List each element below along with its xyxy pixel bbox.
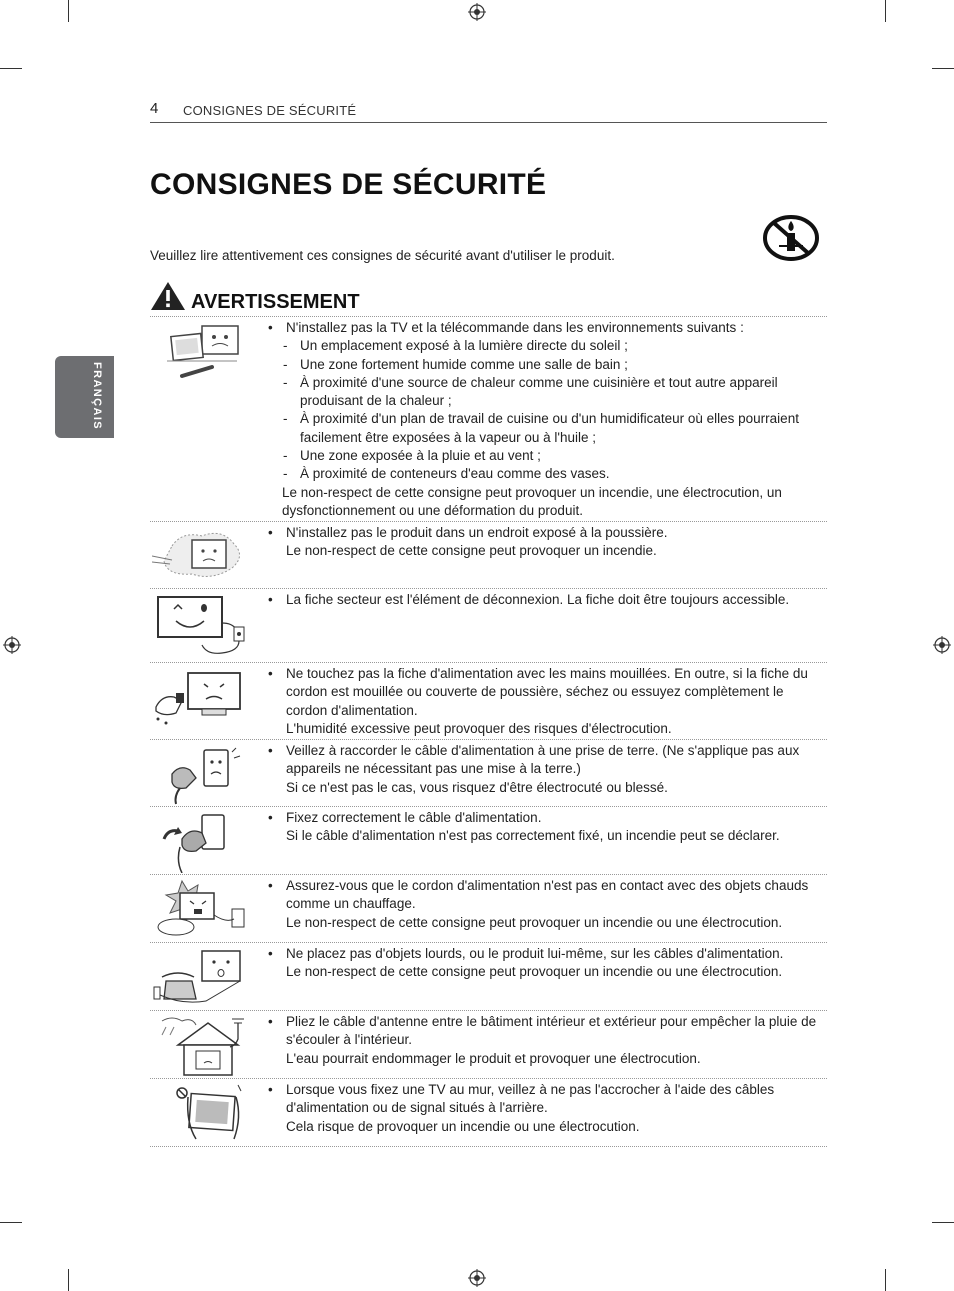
crop-mark [68, 0, 69, 22]
registration-mark-icon [933, 636, 951, 654]
heater-cord-illustration [152, 879, 248, 941]
sub-item: - À proximité d'une source de chaleur comme une cuisinière et tout autre appareil produisant de la chaleur ; [266, 374, 822, 411]
registration-mark-icon [468, 1269, 486, 1287]
safety-item [150, 589, 827, 663]
bullet-text: • Assurez-vous que le cordon d'alimentation n'est pas en contact avec des objets chauds comme un chauffage. [266, 877, 822, 914]
language-tab-label: FRANÇAIS [91, 362, 103, 431]
registration-mark-icon [3, 636, 21, 654]
tv-environment-illustration [152, 321, 248, 391]
crop-mark [932, 68, 954, 69]
bullet-text: • Ne touchez pas la fiche d'alimentation avec les mains mouillées. En outre, si la fiche du cordon est mouillée ou couverte de poussière, séchez ou essuyez complètement le cordon d'alimentation. [266, 665, 822, 720]
safety-item [150, 1011, 827, 1079]
item-consequence: Si le câble d'alimentation n'est pas correctement fixé, un incendie peut se déclarer. [286, 828, 780, 844]
safety-item [150, 943, 827, 1011]
registration-mark-icon [468, 3, 486, 21]
crop-mark [885, 0, 886, 22]
intro-text: Veuillez lire attentivement ces consignes de sécurité avant d'utiliser le produit. [150, 248, 615, 263]
crop-mark [0, 68, 22, 69]
bullet-text: • Fixez correctement le câble d'alimentation. [266, 809, 822, 827]
page-number: 4 [150, 100, 159, 117]
bullet-text: • Pliez le câble d'antenne entre le bâtiment intérieur et extérieur pour empêcher la pluie de s'écouler à l'intérieur. [266, 1013, 822, 1050]
item-consequence: L'humidité excessive peut provoquer des risques d'électrocution. [286, 720, 672, 736]
running-title: CONSIGNES DE SÉCURITÉ [183, 103, 357, 118]
safety-list [150, 316, 827, 1147]
crop-mark [0, 1222, 22, 1223]
bullet-text: • N'installez pas le produit dans un endroit exposé à la poussière. [266, 524, 822, 542]
sub-item: - Une zone fortement humide comme une salle de bain ; [266, 356, 822, 374]
crop-mark [885, 1269, 886, 1291]
sub-item: - À proximité de conteneurs d'eau comme des vases. [266, 465, 822, 483]
sub-item: - À proximité d'un plan de travail de cuisine ou d'un humidificateur où elles pourraient facilement être exposées à la vapeur ou à l'huile ; [266, 410, 822, 447]
item-note: Le non-respect de cette consigne peut provoquer un incendie, une électrocution, un dysfonctionnement ou une déformation du produit. [282, 484, 782, 518]
safety-item [150, 522, 827, 589]
wet-hands-illustration [152, 667, 248, 729]
bullet-text: • N'installez pas la TV et la télécommande dans les environnements suivants : [266, 319, 822, 337]
language-tab [55, 356, 114, 438]
crop-mark [68, 1269, 69, 1291]
antenna-cable-illustration [152, 1015, 248, 1077]
item-consequence: Le non-respect de cette consigne peut provoquer un incendie ou une électrocution. [286, 914, 783, 930]
safety-item [150, 807, 827, 875]
bullet-text: • Veillez à raccorder le câble d'alimentation à une prise de terre. (Ne s'applique pas aux appareils ne nécessitant pas une mise à la terre.) [266, 742, 822, 779]
ground-outlet-illustration [152, 744, 248, 806]
safety-item [150, 317, 827, 522]
bullet-text: • Lorsque vous fixez une TV au mur, veillez à ne pas l'accrocher à l'aide des câbles d'alimentation ou de signal situés à l'arrière. [266, 1081, 822, 1118]
bullet-text: • Ne placez pas d'objets lourds, ou le produit lui-même, sur les câbles d'alimentation. [266, 945, 822, 963]
no-candle-icon [762, 213, 820, 263]
safety-item [150, 1079, 827, 1147]
item-consequence: Le non-respect de cette consigne peut provoquer un incendie. [286, 543, 657, 559]
crop-mark [932, 1222, 954, 1223]
safety-item [150, 740, 827, 807]
heavy-object-cord-illustration [152, 947, 248, 1009]
bullet-text: • La fiche secteur est l'élément de déconnexion. La fiche doit être toujours accessible. [266, 591, 822, 609]
sub-item: - Une zone exposée à la pluie et au vent ; [266, 447, 822, 465]
dusty-tv-illustration [152, 526, 248, 584]
sub-item: - Un emplacement exposé à la lumière directe du soleil ; [266, 337, 822, 355]
item-consequence: Si ce n'est pas le cas, vous risquez d'être électrocuté ou blessé. [286, 779, 668, 795]
wall-mount-cable-illustration [152, 1083, 248, 1145]
item-consequence: Le non-respect de cette consigne peut provoquer un incendie ou une électrocution. [286, 964, 783, 980]
warning-triangle-icon [150, 281, 186, 311]
item-consequence: L'eau pourrait endommager le produit et provoquer une électrocution. [286, 1050, 701, 1066]
plug-insert-illustration [152, 811, 248, 873]
safety-item [150, 875, 827, 943]
warning-heading: AVERTISSEMENT [191, 291, 360, 313]
tv-plug-illustration [152, 593, 248, 659]
safety-item [150, 663, 827, 740]
page-header [150, 100, 827, 123]
page-title: CONSIGNES DE SÉCURITÉ [150, 168, 547, 201]
item-consequence: Cela risque de provoquer un incendie ou une électrocution. [286, 1118, 640, 1134]
